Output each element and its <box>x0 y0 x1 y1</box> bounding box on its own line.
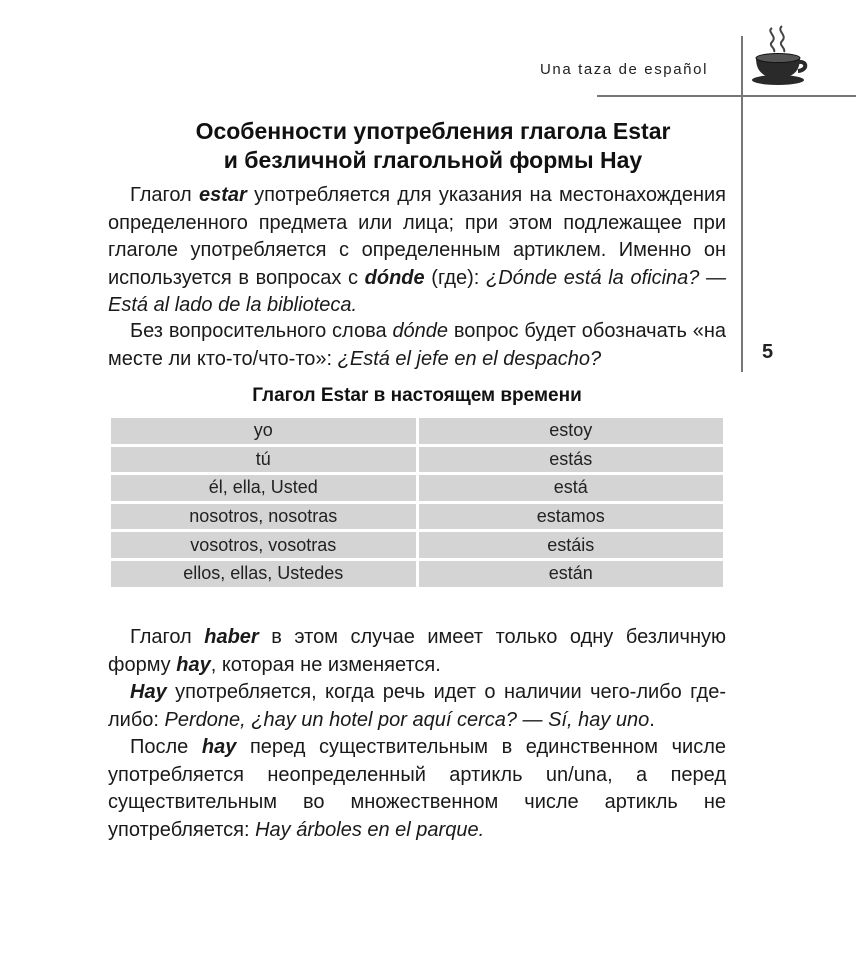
text: употребляется для указания на местонахождения определенного предмета или лица; при этом подлежащее при глаголе употребляется с определенным артиклем. Именно он используется в вопросах с <box>108 184 726 289</box>
paragraph-hay-articles <box>108 734 726 844</box>
page-number: 5 <box>762 341 774 363</box>
table-row <box>111 447 723 473</box>
example-sentence: ¿Está el jefe en el despacho? <box>337 347 602 370</box>
title-line-1: Особенности употребления глагола Estar <box>195 118 671 144</box>
term-hay: hay <box>176 653 211 676</box>
table-row <box>111 418 723 444</box>
pronoun-cell: yo <box>111 418 416 444</box>
table-row <box>111 561 723 587</box>
text: (где): <box>424 266 486 289</box>
paragraph-haber <box>108 624 726 679</box>
conjugation-table <box>108 415 726 590</box>
term-estar: estar <box>199 184 247 206</box>
table-row <box>111 475 723 501</box>
text: употребляется, когда речь идет о наличии чего-либо где-либо: <box>108 681 726 731</box>
table-row <box>111 504 723 530</box>
page-title <box>108 117 758 175</box>
coffee-cup-icon <box>750 24 808 86</box>
example-sentence: ¿Dónde está la oficina? — Está al lado de la biblioteca. <box>108 266 727 316</box>
text: Глагол <box>130 626 205 648</box>
header-divider-horizontal <box>597 95 856 97</box>
title-line-2: и безличной глагольной формы Hay <box>223 147 643 173</box>
term-donde: dónde <box>392 320 449 342</box>
text: . <box>649 708 655 731</box>
paragraph-estar-usage <box>108 182 726 320</box>
text: в этом случае имеет только одну безличную форму <box>108 626 727 676</box>
verb-form-cell: estoy <box>419 418 724 444</box>
paragraph-hay-usage <box>108 679 726 734</box>
book-title: Una taza de español <box>540 61 708 78</box>
verb-form-cell: están <box>419 561 724 587</box>
table-row <box>111 532 723 558</box>
pronoun-cell: ellos, ellas, Ustedes <box>111 561 416 587</box>
pronoun-cell: él, ella, Usted <box>111 475 416 501</box>
table-caption: Глагол Estar в настоящем времени <box>252 385 582 406</box>
example-sentence: Hay árboles en el parque. <box>255 818 485 841</box>
example-sentence: Perdone, ¿hay un hotel por aquí cerca? — Sí, hay uno <box>164 708 650 731</box>
pronoun-cell: tú <box>111 447 416 473</box>
text: Глагол <box>130 184 199 206</box>
pronoun-cell: vosotros, vosotras <box>111 532 416 558</box>
text: Без вопросительного слова <box>130 320 393 342</box>
verb-form-cell: está <box>419 475 724 501</box>
text: перед существительным в единственном числе употребляется неопределенный артикль un/una, а перед существительным во множественном числе артикль не употребляется: <box>108 736 727 841</box>
pronoun-cell: nosotros, nosotras <box>111 504 416 530</box>
verb-form-cell: estamos <box>419 504 724 530</box>
text: вопрос будет обозначать «на месте ли кто-то/что-то»: <box>108 320 726 370</box>
term-hay: Hay <box>130 681 167 703</box>
text: , которая не изменяется. <box>210 653 441 676</box>
text: После <box>130 736 202 758</box>
verb-form-cell: estás <box>419 447 724 473</box>
term-haber: haber <box>204 626 259 648</box>
term-hay: hay <box>201 736 237 758</box>
margin-divider-vertical <box>741 36 743 372</box>
paragraph-question-without-donde <box>108 318 726 373</box>
term-donde: dónde <box>364 266 425 289</box>
verb-form-cell: estáis <box>419 532 724 558</box>
